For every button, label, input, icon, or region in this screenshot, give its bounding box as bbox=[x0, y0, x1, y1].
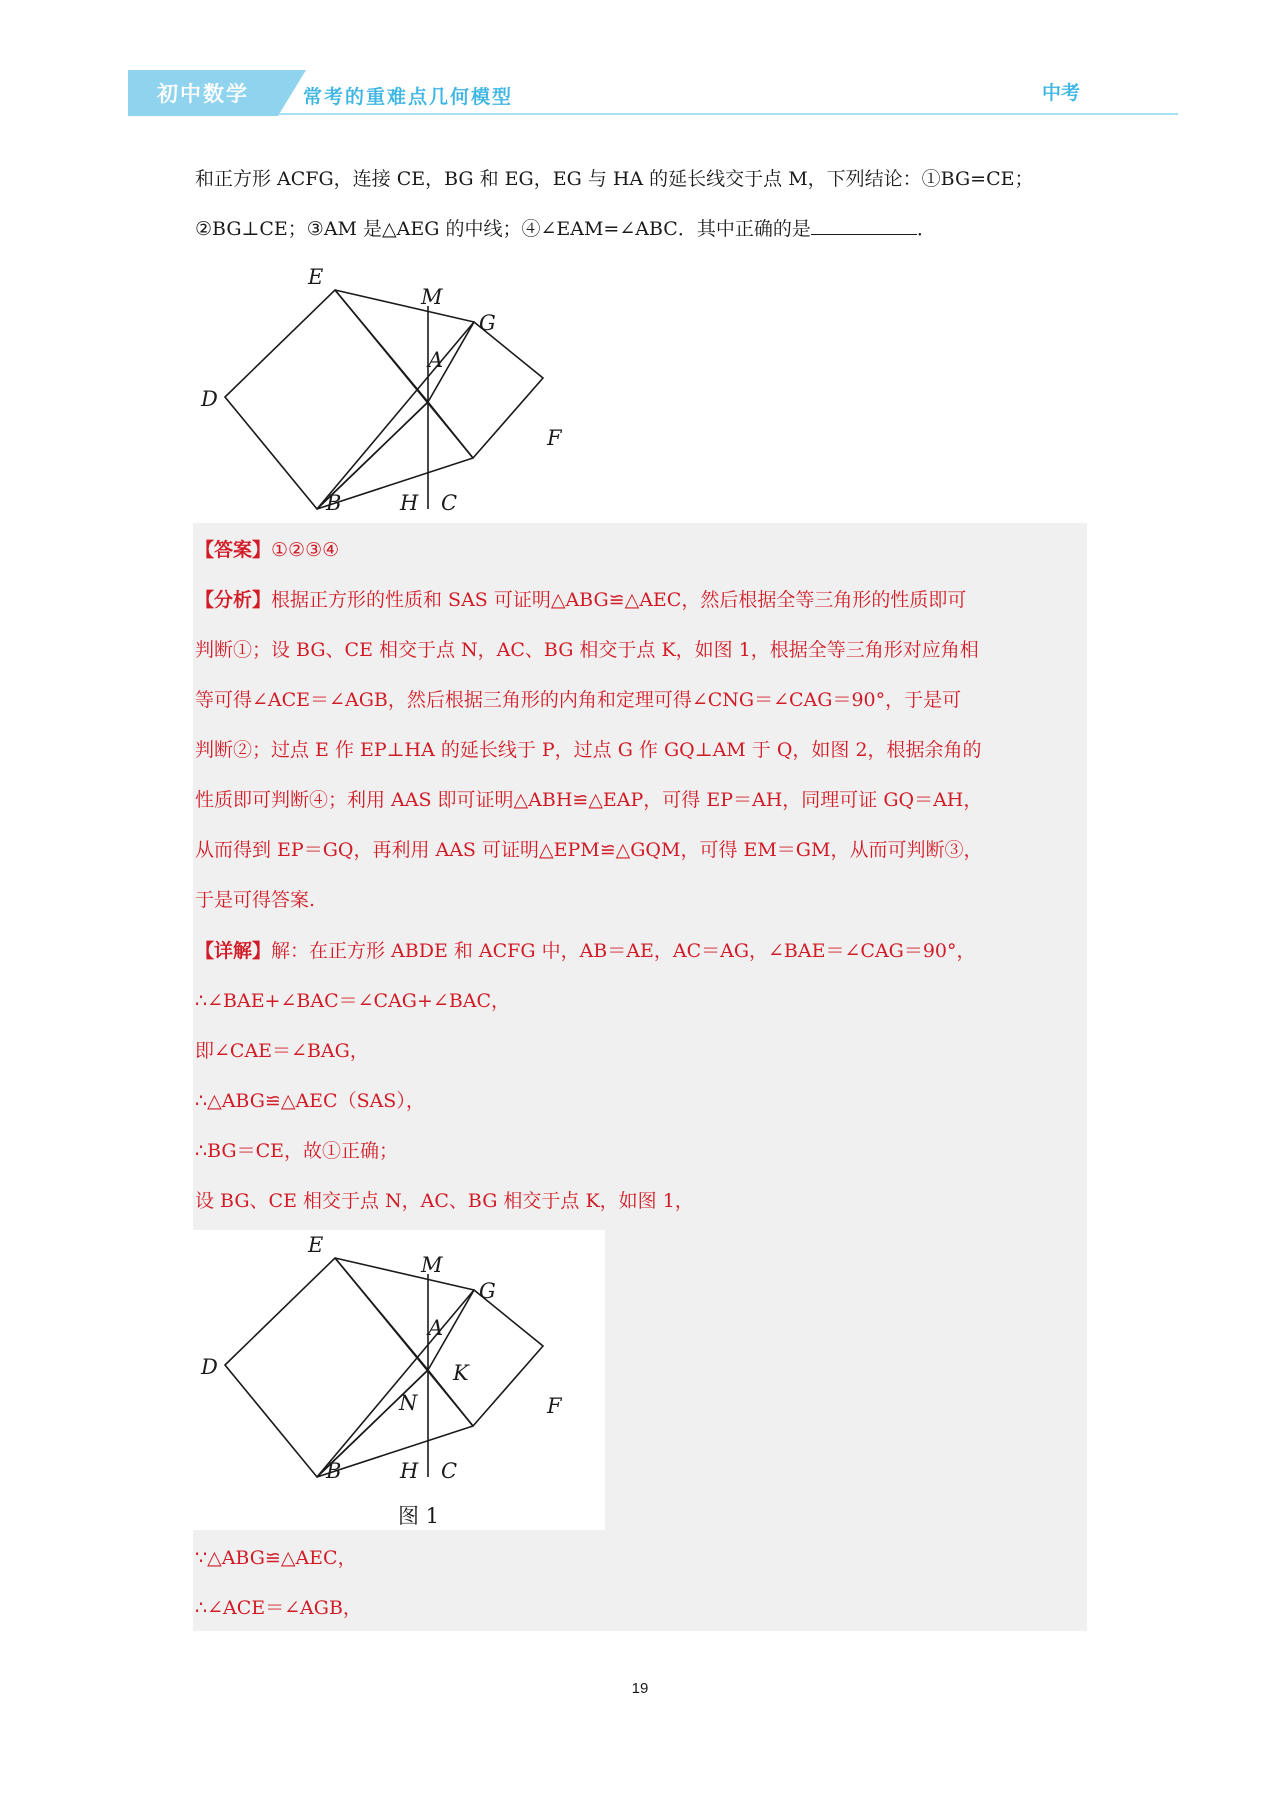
detail-line-1 bbox=[195, 938, 976, 964]
figure-1 bbox=[195, 1230, 615, 1490]
square-acfg-1 bbox=[428, 1290, 543, 1426]
label-c-1: C bbox=[441, 1459, 458, 1483]
analysis-label: 【分析】 bbox=[195, 589, 272, 611]
question-figure bbox=[195, 262, 615, 522]
detail-line-5: ∴BG＝CE，故①正确； bbox=[195, 1140, 398, 1162]
detail-line-6: 设 BG、CE 相交于点 N，AC、BG 相交于点 K，如图 1， bbox=[195, 1190, 694, 1212]
segment-bg bbox=[317, 322, 474, 509]
label-d: D bbox=[201, 387, 218, 411]
label-g: G bbox=[479, 311, 496, 335]
label-n-1: N bbox=[399, 1391, 418, 1415]
question-line-1: 和正方形 ACFG，连接 CE，BG 和 EG，EG 与 HA 的延长线交于点 M，下列结论：①BG=CE； bbox=[195, 168, 1034, 190]
square-abde bbox=[225, 290, 428, 509]
analysis-line-5: 性质即可判断④；利用 AAS 即可证明△ABH≌△EAP，可得 EP＝AH，同理可证 GQ＝AH， bbox=[195, 789, 983, 811]
header-exam-label: 中考 bbox=[1041, 82, 1080, 104]
subject-tag: 初中数学 bbox=[128, 70, 278, 116]
detail-line-8: ∴∠ACE＝∠AGB， bbox=[195, 1597, 362, 1619]
label-h-1: H bbox=[400, 1459, 419, 1483]
label-b-1: B bbox=[326, 1459, 342, 1483]
page-number: 19 bbox=[631, 1680, 649, 1697]
tag-fold bbox=[278, 70, 306, 116]
label-e: E bbox=[308, 265, 324, 289]
label-g-1: G bbox=[479, 1279, 496, 1303]
detail-line-2: ∴∠BAE+∠BAC＝∠CAG+∠BAC， bbox=[195, 990, 511, 1012]
label-e-1: E bbox=[308, 1233, 324, 1257]
segment-eg-1 bbox=[335, 1258, 474, 1290]
geometry-diagram-1 bbox=[195, 1230, 615, 1490]
detail-line-7: ∵△ABG≌△AEC， bbox=[195, 1547, 357, 1569]
header-title: 常考的重难点几何模型 bbox=[303, 86, 514, 108]
analysis-line-2: 判断①；设 BG、CE 相交于点 N，AC、BG 相交于点 K，如图 1，根据全等三角形对应角相 bbox=[195, 639, 979, 661]
question-line-2-end: ． bbox=[916, 218, 936, 240]
label-f: F bbox=[547, 426, 562, 450]
label-d-1: D bbox=[201, 1355, 218, 1379]
answer-label: 【答案】 bbox=[195, 539, 272, 561]
label-b: B bbox=[326, 491, 342, 515]
square-acfg bbox=[428, 322, 543, 458]
square-abde-1 bbox=[225, 1258, 428, 1477]
analysis-text-1: 根据正方形的性质和 SAS 可证明△ABG≌△AEC，然后根据全等三角形的性质即可 bbox=[271, 589, 967, 611]
label-f-1: F bbox=[547, 1394, 562, 1418]
label-a-1: A bbox=[428, 1316, 444, 1340]
analysis-line-4: 判断②；过点 E 作 EP⊥HA 的延长线于 P，过点 G 作 GQ⊥AM 于 Q，如图 2，根据余角的 bbox=[195, 739, 982, 761]
analysis-line-7: 于是可得答案. bbox=[195, 889, 316, 911]
segment-eg bbox=[335, 290, 474, 322]
figure-1-caption: 图 1 bbox=[398, 1504, 440, 1528]
detail-line-3: 即∠CAE＝∠BAG， bbox=[195, 1040, 369, 1062]
label-c: C bbox=[441, 491, 458, 515]
label-m: M bbox=[421, 285, 443, 309]
answer-value: ①②③④ bbox=[271, 539, 340, 561]
question-line-2 bbox=[195, 216, 936, 242]
segment-bg-1 bbox=[317, 1290, 474, 1477]
question-line-2-text: ②BG⊥CE；③AM 是△AEG 的中线；④∠EAM=∠ABC．其中正确的是 bbox=[195, 218, 811, 240]
analysis-line-1 bbox=[195, 587, 966, 613]
analysis-line-6: 从而得到 EP＝GQ，再利用 AAS 可证明△EPM≌△GQM，可得 EM＝GM，从而可判断③， bbox=[195, 839, 983, 861]
answer-blank bbox=[811, 217, 917, 235]
label-a: A bbox=[428, 348, 444, 372]
geometry-diagram bbox=[195, 262, 615, 522]
label-m-1: M bbox=[421, 1253, 443, 1277]
segment-ec bbox=[335, 290, 473, 458]
label-k-1: K bbox=[453, 1361, 469, 1385]
header-divider bbox=[278, 113, 1178, 115]
detail-label: 【详解】 bbox=[195, 940, 272, 962]
answer-line bbox=[195, 537, 339, 563]
label-h: H bbox=[400, 491, 419, 515]
analysis-line-3: 等可得∠ACE＝∠AGB，然后根据三角形的内角和定理可得∠CNG＝∠CAG＝90°，于是可 bbox=[195, 689, 962, 711]
page-header bbox=[128, 70, 1180, 116]
detail-text-1: 解：在正方形 ABDE 和 ACFG 中，AB＝AE，AC＝AG，∠BAE＝∠CAG＝90°， bbox=[271, 940, 976, 962]
detail-line-4: ∴△ABG≌△AEC（SAS）， bbox=[195, 1090, 425, 1112]
